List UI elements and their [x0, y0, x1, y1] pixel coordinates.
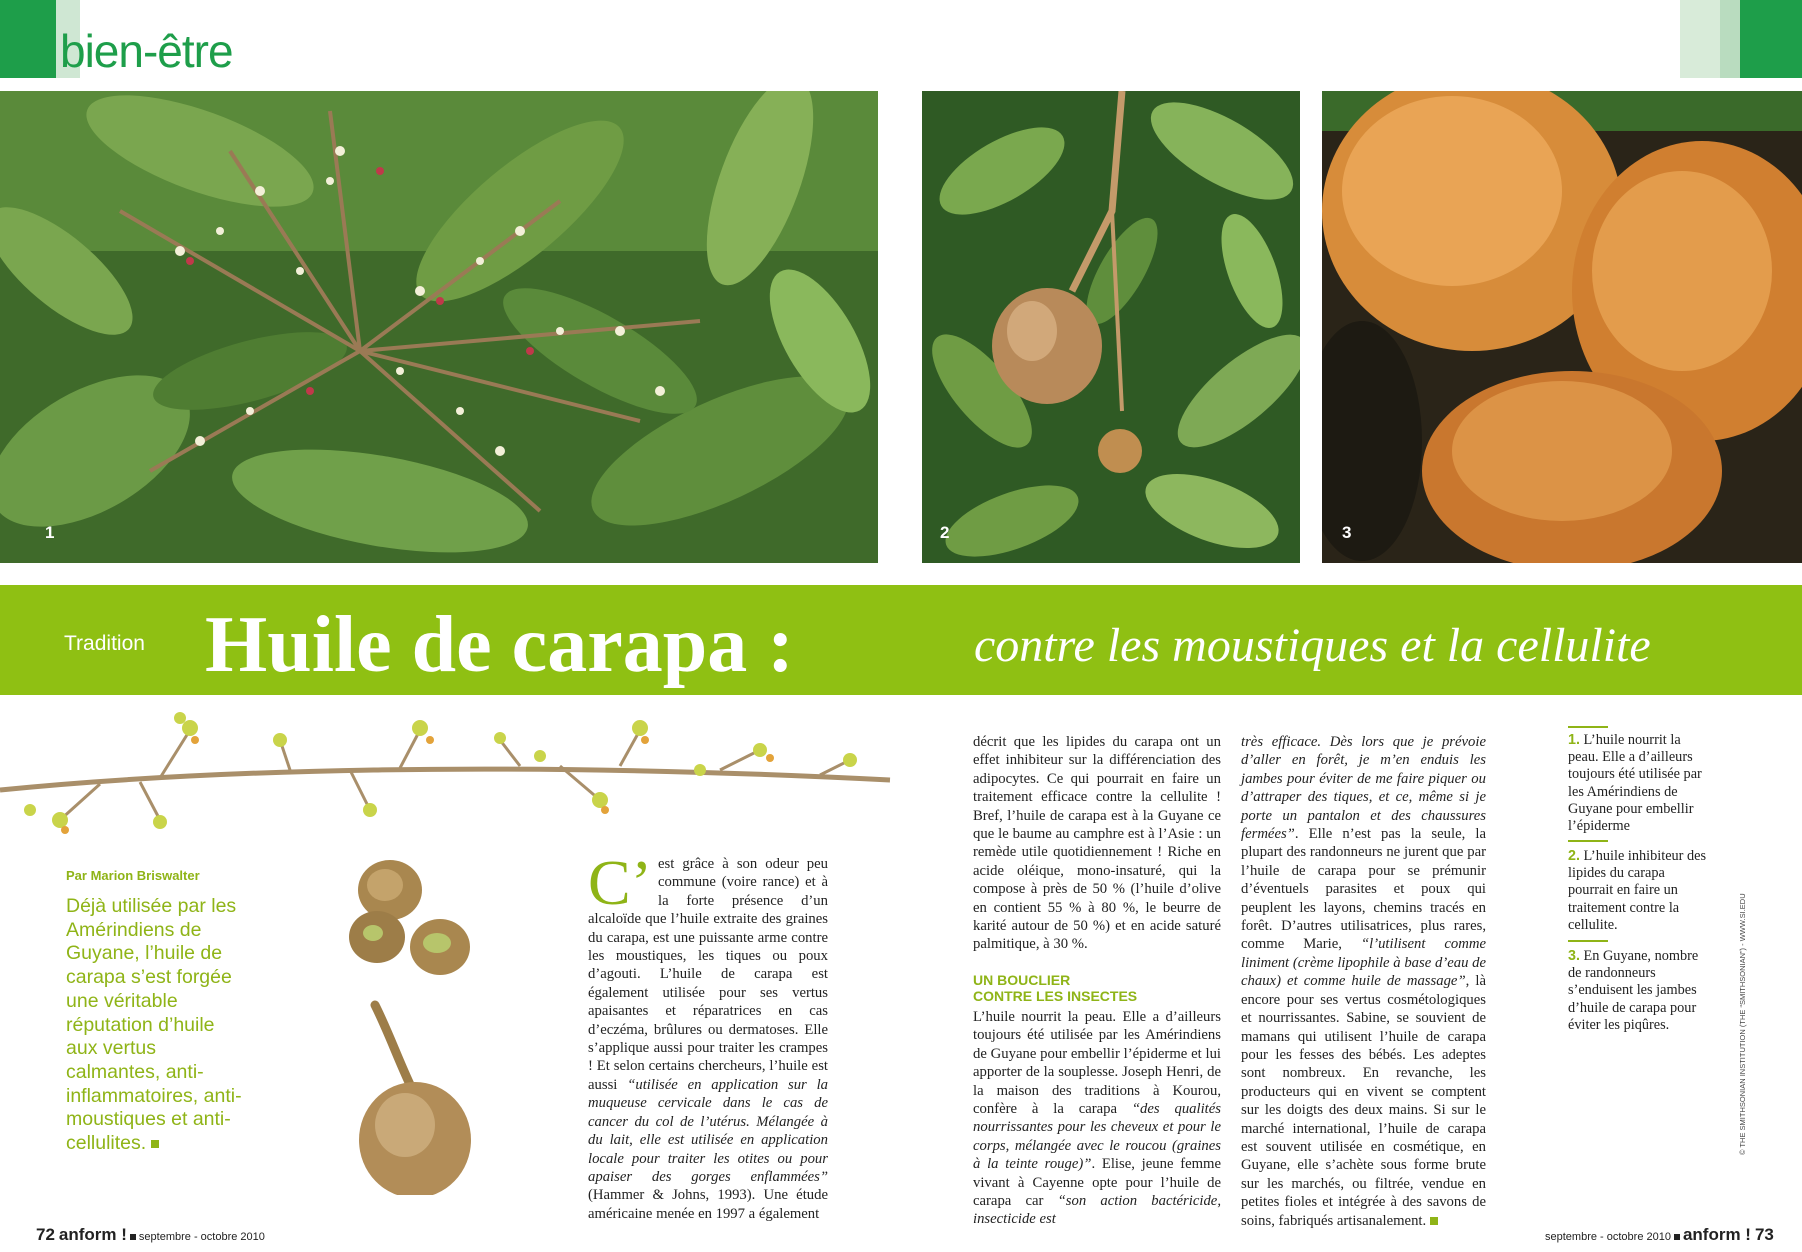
- magazine-brand: anform !: [1682, 1225, 1751, 1244]
- quote: très efficace. Dès lors que je prévoie d’aller en forêt, je m’en enduis les jambes pour éviter de me faire piquer ou d’attraper des tiques, et ce, même si je porte un pantalon et des chaussures fermées”: [1241, 734, 1486, 843]
- subheading: [973, 972, 1221, 1004]
- photo-credit: © THE SMITHSONIAN INSTITUTION (THE “SMITHSONIAN”) - WWW.SI.EDU: [1738, 893, 1747, 1155]
- quote: “des qualités nourrissantes pour les cheveux et pour le corps, mélangée avec le roucou (graines à la teinte rouge)”: [973, 1100, 1221, 1173]
- intro-text: Déjà utilisée par les Amérindiens de Guyane, l’huile de carapa s’est forgée une véritable réputation d’huile aux vertus calmantes, anti-inflammatoires, anti-moustiques et anti-cellulites.: [66, 895, 242, 1155]
- body-column-3: [1241, 733, 1486, 1230]
- caption-1: [1568, 732, 1713, 835]
- paragraph: . Elle n’est pas la seule, la plupart des randonneurs ne jurent que par l’huile de carapa pour se prémunir d’éventuels parasites et poux qui peuplent les layons, chemins tracés en forêt. D’autres utilisatrices, plus rares, comme Marie,: [1241, 826, 1486, 953]
- photo-number: 2: [940, 523, 950, 542]
- caption-text: En Guyane, nombre de randonneurs s’enduisent les jambes d’huile de carapa pour éviter les piqûres.: [1568, 948, 1699, 1033]
- caption-text: L’huile nourrit la peau. Elle a d’ailleurs toujours été utilisée par les Amérindiens de Guyane pour embellir l’épiderme: [1568, 732, 1702, 835]
- paragraph: . Elise, jeune femme vivant à Cayenne opte pour l’huile de carapa car: [973, 1156, 1221, 1209]
- photo-number: 3: [1342, 523, 1352, 542]
- corner-bar-dark: [1740, 0, 1802, 78]
- paragraph: , là encore pour ses vertus cosmétologiques et nourrissantes. Sabine, se souvient de mamans qui utilisent l’huile de carapa pour les fesses des bébés. Les adeptes sont nombreux. En revanche, les producteurs qui en vivent se comptent sur les doigts des deux mains. Si sur le marché international, l’huile de carapa est souvent utilisée en cosmétique, en Guyane, elle s’achète sous forme brute sur les marchés, ou filtrée, vendue en petites fioles et intégrée à des savons de soins, fabriqués artisanalement.: [1241, 973, 1486, 1229]
- magazine-brand: anform !: [58, 1225, 127, 1244]
- corner-bar-dark: [0, 0, 56, 78]
- footer-right: [1545, 1225, 1774, 1245]
- corner-bar-light: [1680, 0, 1720, 78]
- caption-rule: [1568, 840, 1608, 842]
- article-subtitle: contre les moustiques et la cellulite: [974, 619, 1651, 672]
- photo-carapa-fruit: [922, 91, 1300, 563]
- quote: “son action bactéricide, insecticide est: [973, 1192, 1221, 1228]
- carapa-fruit-illustration: [345, 855, 490, 1195]
- paragraph: L’huile nourrit la peau. Elle a d’ailleurs toujours été utilisée par les Amérindiens de Guyane pour embellir l’épiderme et lui apporter de la souplesse. Joseph Henri, de la maison des traditions à Kourou, confère à la carapa: [973, 1008, 1221, 1117]
- footer-left: [36, 1225, 265, 1245]
- body-column-2: [973, 733, 1221, 1229]
- quote: “utilisée en application sur la muqueuse cervicale dans le cas de cancer du col de l’utérus. Mélangée à du lait, elle est utilisée en application locale pour traiter les otites ou pour apaiser des gorges enflammées”: [588, 1076, 828, 1185]
- article-intro: [66, 895, 246, 1156]
- caption-number: 1.: [1568, 732, 1580, 748]
- article-byline: Par Marion Briswalter: [66, 868, 200, 883]
- caption-3: [1568, 948, 1713, 1034]
- drop-cap: C’: [588, 847, 652, 918]
- page-number: 72: [36, 1225, 55, 1244]
- end-square-icon: [151, 1140, 159, 1148]
- caption-number: 3.: [1568, 948, 1580, 964]
- photo-carapa-flowers: [0, 91, 878, 563]
- paragraph: (Hammer & Johns, 1993). Une étude américaine menée en 1997 a également: [588, 1187, 828, 1222]
- section-title: bien-être: [60, 25, 233, 77]
- caption-text: L’huile inhibiteur des lipides du carapa pourrait en faire un traitement contre la cellulite.: [1568, 848, 1707, 933]
- caption-2: [1568, 848, 1713, 934]
- carapa-branch-illustration: [0, 700, 900, 860]
- caption-rule: [1568, 726, 1608, 728]
- corner-bar-mid: [1720, 0, 1740, 78]
- issue-date: septembre - octobre 2010: [1545, 1231, 1671, 1243]
- subheading-line: CONTRE LES INSECTES: [973, 987, 1138, 1004]
- paragraph: décrit que les lipides du carapa ont un effet inhibiteur sur la différenciation des adipocytes. Ce qui pourrait en faire un traitement efficace contre la cellulite ! Bref, l’huile de carapa est à la Guyane ce que le baume au camphre est à l’Asie : un remède utile quotidiennement ! Riche en acide oléique, mono-insaturé, qui la compose à près de 50 % (l’huile d’olive en contient 55 % à 80 %, le beurre de karité autour de 50 %) et en acide saturé palmitique, à 30 %.: [973, 734, 1221, 953]
- caption-rule: [1568, 940, 1608, 942]
- paragraph: est grâce à son odeur peu commune (voire rance) et à la forte présence d’un alcaloïde que l’huile extraite des graines du carapa, est une puissante arme contre les moustiques, les tiques ou poux d’agouti. L’huile de carapa est également utilisée pour ses vertus apaisantes et réparatrices en cas d’eczéma, brûlures ou dermatoses. Elle s’applique aussi pour traiter les crampes ! Et selon certains chercheurs, l’huile est aussi: [588, 856, 828, 1093]
- issue-date: septembre - octobre 2010: [138, 1231, 265, 1243]
- subheading-line: UN BOUCLIER: [973, 971, 1071, 988]
- square-icon: [1674, 1234, 1680, 1240]
- article-title: Huile de carapa :: [205, 601, 794, 689]
- page-number: 73: [1754, 1225, 1774, 1244]
- photo-carapa-seeds: [1322, 91, 1802, 563]
- end-square-icon: [1430, 1217, 1438, 1225]
- article-kicker: Tradition: [64, 632, 145, 655]
- caption-number: 2.: [1568, 848, 1580, 864]
- body-column-1: [588, 847, 828, 1223]
- quote: “l’utilisent comme liniment (crème lipophile à base d’eau de chaux) et comme huile de massage”: [1241, 936, 1486, 990]
- square-icon: [130, 1234, 136, 1240]
- photo-number: 1: [45, 523, 55, 542]
